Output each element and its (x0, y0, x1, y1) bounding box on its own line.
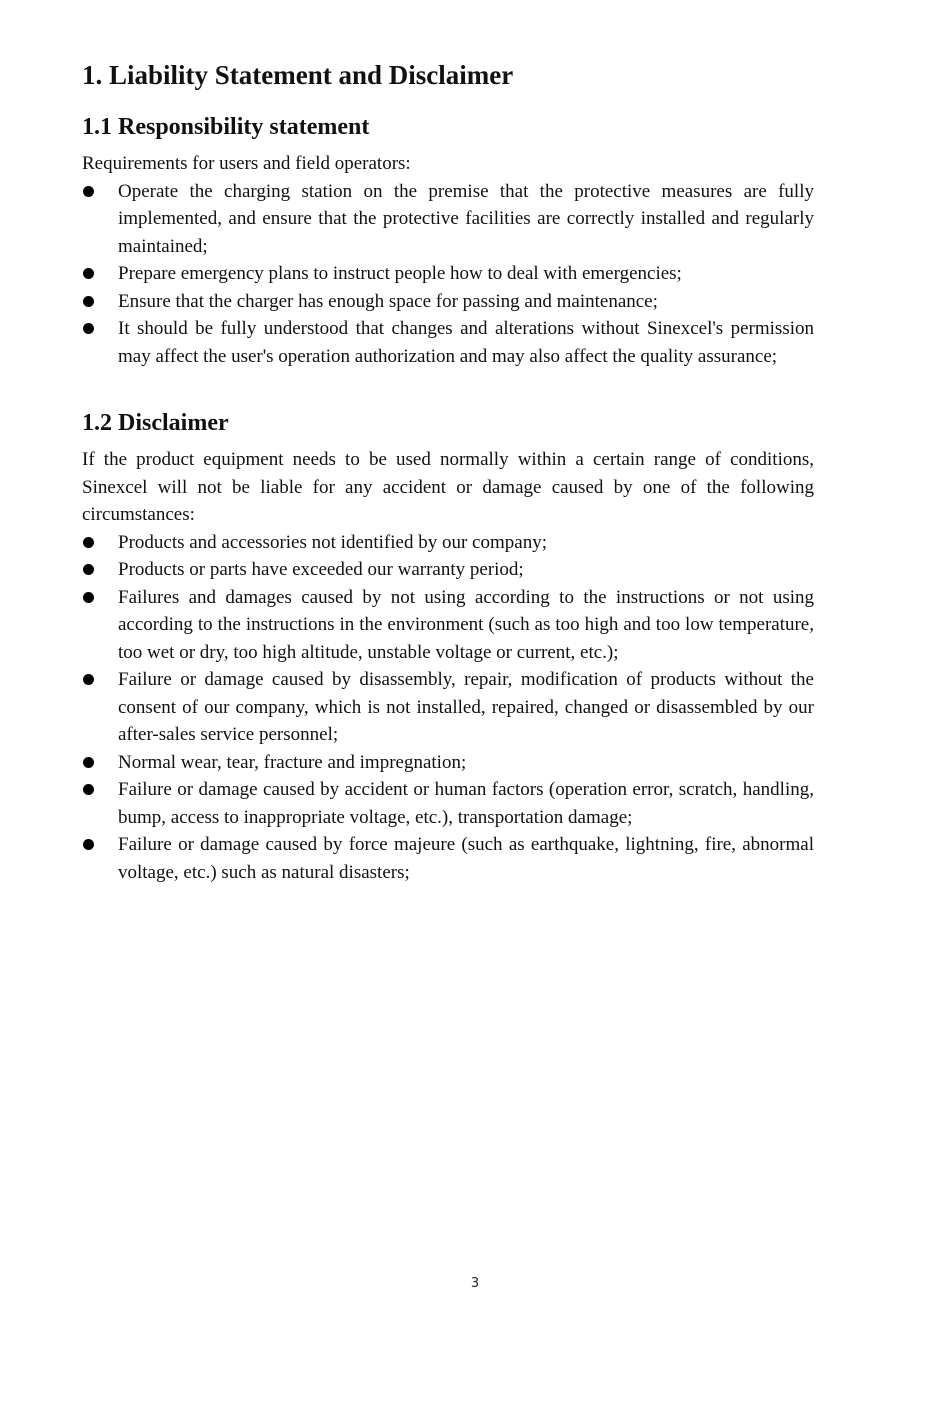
page-content (82, 58, 814, 886)
list-item-text: Ensure that the charger has enough space for passing and maintenance; (118, 290, 658, 312)
list-item (82, 178, 814, 261)
bullet-icon (83, 186, 94, 197)
list-item (82, 529, 814, 557)
list-item (82, 831, 814, 886)
bullet-icon (83, 784, 94, 795)
section-title-responsibility: 1.1 Responsibility statement (82, 114, 370, 140)
bullet-icon (83, 839, 94, 850)
responsibility-list (82, 178, 814, 371)
list-item (82, 666, 814, 749)
bullet-icon (83, 537, 94, 548)
bullet-icon (83, 564, 94, 575)
responsibility-intro: Requirements for users and field operators: (82, 153, 411, 174)
bullet-icon (83, 674, 94, 685)
disclaimer-intro: If the product equipment needs to be used normally within a certain range of conditions, Sinexcel will not be liable for any accident or damage caused by one of the following circumstances: (82, 449, 814, 525)
list-item-text: Failure or damage caused by disassembly, repair, modification of products without the consent of our company, which is not installed, repaired, changed or disassembled by our after-sales service personnel; (118, 669, 814, 745)
section-title-disclaimer: 1.2 Disclaimer (82, 410, 229, 436)
list-item (82, 584, 814, 667)
list-item-text: Prepare emergency plans to instruct people how to deal with emergencies; (118, 263, 682, 284)
list-item (82, 315, 814, 370)
list-item (82, 556, 814, 584)
list-item-text: Failures and damages caused by not using according to the instructions or not using according to the instructions in the environment (such as too high and too low temperature, too wet or dry, too high altitude, unstable voltage or current, etc.); (118, 586, 814, 663)
list-item-text: Normal wear, tear, fracture and impregnation; (118, 751, 467, 773)
list-item-text: It should be fully understood that changes and alterations without Sinexcel's permission may affect the user's operation authorization and may also affect the quality assurance; (118, 318, 814, 367)
page-title: 1. Liability Statement and Disclaimer (82, 60, 514, 90)
list-item (82, 776, 814, 831)
bullet-icon (83, 592, 94, 603)
list-item-text: Products and accessories not identified by our company; (118, 531, 547, 553)
disclaimer-list (82, 529, 814, 887)
list-item-text: Operate the charging station on the premise that the protective measures are fully implemented, and ensure that the protective facilities are correctly installed and regularly maintained; (118, 180, 814, 257)
bullet-icon (83, 323, 94, 334)
list-item-text: Failure or damage caused by force majeure (such as earthquake, lightning, fire, abnormal voltage, etc.) such as natural disasters; (118, 834, 814, 883)
bullet-icon (83, 757, 94, 768)
list-item-text: Failure or damage caused by accident or human factors (operation error, scratch, handling, bump, access to inappropriate voltage, etc.), transportation damage; (118, 779, 814, 828)
bullet-icon (83, 296, 94, 307)
bullet-icon (83, 268, 94, 279)
list-item (82, 260, 814, 288)
list-item (82, 288, 814, 316)
list-item-text: Products or parts have exceeded our warranty period; (118, 559, 524, 580)
page-number: 3 (470, 1276, 480, 1291)
list-item (82, 749, 814, 777)
